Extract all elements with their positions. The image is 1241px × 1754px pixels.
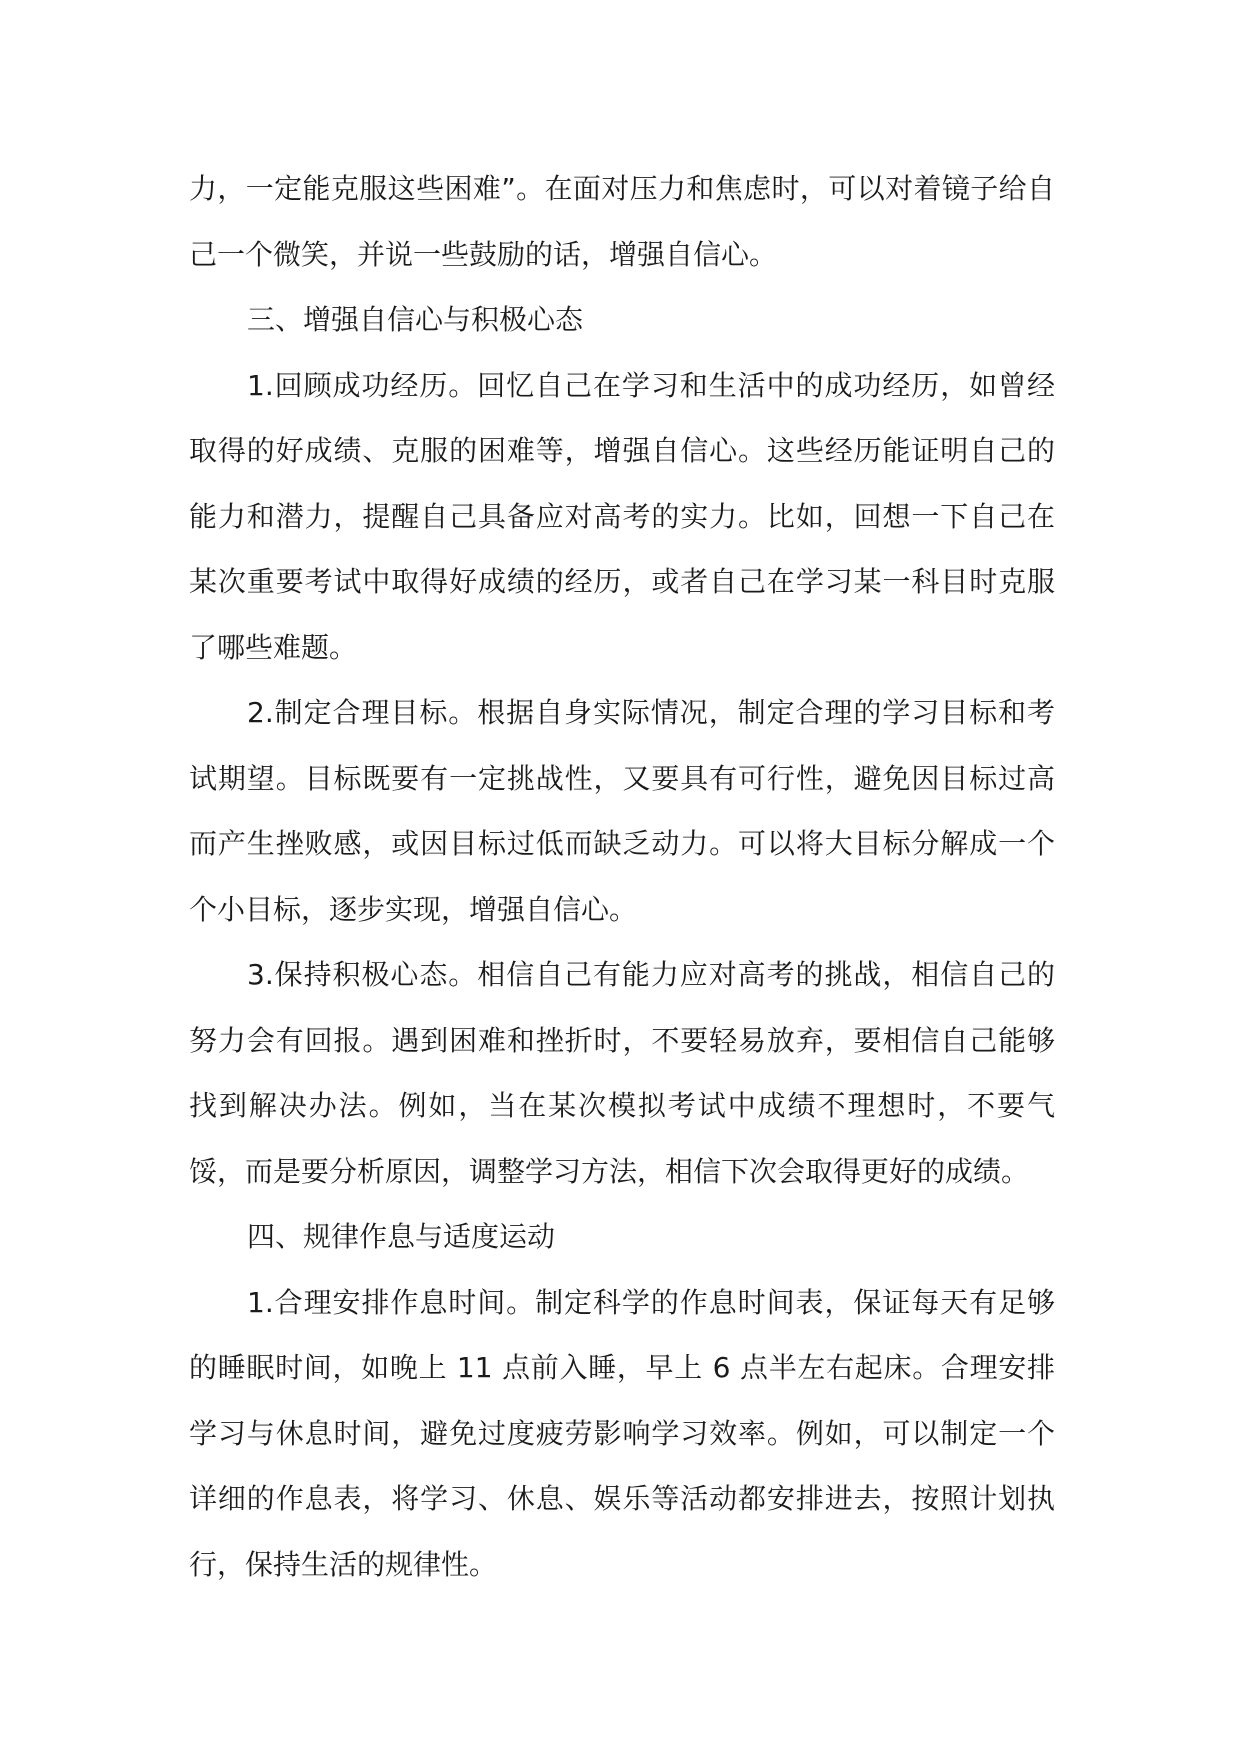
- document-body: [189, 156, 1055, 1597]
- section-heading-3: 三、增强自信心与积极心态: [247, 303, 584, 336]
- paragraph-3-1: 1.回顾成功经历。回忆自己在学习和生活中的成功经历，如曾经取得的好成绩、克服的困难等，增强自信心。这些经历能证明自己的能力和潜力，提醒自己具备应对高考的实力。比如，回想一下自己在某次重要考试中取得好成绩的经历，或者自己在学习某一科目时克服了哪些难题。: [189, 368, 1055, 664]
- paragraph-4-1: 1.合理安排作息时间。制定科学的作息时间表，保证每天有足够的睡眠时间，如晚上 11 点前入睡，早上 6 点半左右起床。合理安排学习与休息时间，避免过度疲劳影响学习效率。例如，可以制定一个详细的作息表，将学习、休息、娱乐等活动都安排进去，按照计划执行，保持生活的规律性。: [189, 1285, 1055, 1581]
- section-heading-4: 四、规律作息与适度运动: [247, 1220, 556, 1253]
- paragraph-3-3: 3.保持积极心态。相信自己有能力应对高考的挑战，相信自己的努力会有回报。遇到困难和挫折时，不要轻易放弃，要相信自己能够找到解决办法。例如，当在某次模拟考试中成绩不理想时，不要气馁，而是要分析原因，调整学习方法，相信下次会取得更好的成绩。: [189, 958, 1055, 1188]
- paragraph-3-2: 2.制定合理目标。根据自身实际情况，制定合理的学习目标和考试期望。目标既要有一定挑战性，又要具有可行性，避免因目标过高而产生挫败感，或因目标过低而缺乏动力。可以将大目标分解成一个个小目标，逐步实现，增强自信心。: [189, 696, 1055, 926]
- paragraph-continuation: 力，一定能克服这些困难”。在面对压力和焦虑时，可以对着镜子给自己一个微笑，并说一些鼓励的话，增强自信心。: [189, 172, 1055, 271]
